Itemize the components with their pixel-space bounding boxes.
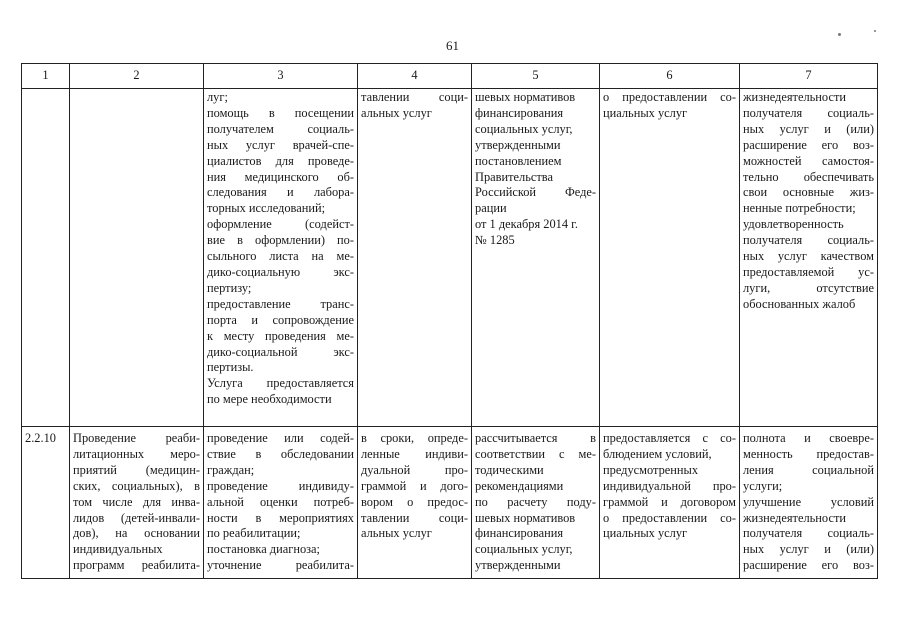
cell-text-line: услуги; [743,478,783,493]
cell-text-line: постановка диагноза; [207,542,320,557]
cell-text-line: финансирования [475,526,564,541]
cell-service-term [358,427,472,579]
cell-text-line: шевых нормативов [475,90,576,104]
cell-text-line: торных исследований; [207,201,326,216]
cell-text-line: проведение индивиду- [207,478,354,493]
cell-text-line: помощь в посещении [207,105,354,120]
cell-text-line: шевых нормативов [475,510,576,525]
cell-text-line: получателя социаль- [743,233,874,248]
cell-text-line: пертизу; [207,280,252,295]
cell-text-line: лидов (детей-инвали- [73,510,200,525]
cell-text-line: программ реабилита- [73,558,200,573]
cell-service-efficiency [740,427,878,579]
table-row [22,427,878,579]
cell-text-line: литационных меро- [73,446,200,461]
cell-text-line: к месту проведения ме- [207,328,354,343]
cell-text-line: свои основные жиз- [743,185,874,200]
cell-service-name [70,89,204,427]
cell-service-efficiency [740,89,878,427]
table-header-row [22,64,878,89]
cell-text-line: улучшение условий [743,494,874,509]
cell-text-line: граждан; [207,462,255,477]
cell-text-line: Российской Феде- [475,185,596,200]
cell-text-line: дуальной про- [361,462,468,477]
page-number: 61 [446,38,459,53]
cell-text-line: ления социальной [743,462,874,477]
cell-text-line: № 1285 [475,233,515,248]
cell-text-line: проведение или содей- [207,431,354,445]
cell-text-line: циальных услуг [603,105,688,120]
cell-text-line: в сроки, опреде- [361,431,468,445]
cell-text-line: уточнение реабилита- [207,558,354,573]
cell-text-line: о предоставлении со- [603,90,736,104]
cell-text-line: предоставление транс- [207,296,354,311]
cell-service-description [204,427,358,579]
cell-number [22,427,70,579]
column-header: 2 [70,64,204,89]
cell-text-line: ленные индиви- [361,446,468,461]
cell-text-line: тодическими [475,462,544,477]
cell-text-line: ненные потребности; [743,201,856,216]
column-header: 6 [600,64,740,89]
cell-text-line: рассчитывается в [475,431,596,445]
column-header: 3 [204,64,358,89]
cell-text-line: индивидуальной про- [603,478,736,493]
cell-text-line: вие в оформлении) по- [207,233,354,248]
cell-text-line: предусмотренных [603,462,699,477]
column-header: 1 [22,64,70,89]
cell-text-line: по реабилитации; [207,526,301,541]
cell-text-line: получателя социаль- [743,105,874,120]
cell-text-line: соответствии с ме- [475,446,596,461]
cell-text-line: Услуга предоставляется [207,376,354,391]
cell-text-line: рации [475,201,507,216]
cell-text-line: сыльного листа на ме- [207,249,354,264]
cell-text-line: расширение его воз- [743,558,874,573]
cell-text-line: альных услуг [361,105,432,120]
cell-text-line: жизнедеятельности [743,90,846,104]
cell-text-line: циалистов для проведе- [207,153,354,168]
cell-service-conditions [600,89,740,427]
cell-service-name [70,427,204,579]
column-header: 5 [472,64,600,89]
cell-text-line: рекомендациями [475,478,564,493]
cell-text-line: тавлении соци- [361,510,468,525]
cell-text-line: по мере необходимости [207,392,332,407]
scan-speck [838,33,841,36]
cell-text-line: альных услуг [361,526,432,541]
cell-text-line: следования и лабора- [207,185,354,200]
cell-text-line: ных услуг качеством [743,249,874,264]
cell-text-line: социальных услуг, [475,542,573,557]
cell-service-conditions [600,427,740,579]
cell-text-line: ских, социальных), в [73,478,200,493]
column-header: 4 [358,64,472,89]
cell-text-line: по расчету поду- [475,494,596,509]
cell-text-line: утвержденными [475,137,561,152]
cell-text-line: можностей самостоя- [743,153,874,168]
cell-service-cost [472,89,600,427]
cell-text-line: обоснованных жалоб [743,296,856,311]
cell-text-line: 2.2.10 [25,431,56,445]
cell-text-line: менность предостав- [743,446,874,461]
cell-text-line: блюдением условий, [603,446,712,461]
cell-text-line: альной оценки потреб- [207,494,354,509]
cell-text-line: постановлением [475,153,562,168]
cell-text-line: ных услуг и (или) [743,121,874,136]
cell-text-line: получателем социаль- [207,121,354,136]
cell-text-line: пертизы. [207,360,254,375]
cell-text-line: финансирования [475,105,564,120]
services-table [21,63,878,579]
cell-text-line: получателя социаль- [743,526,874,541]
cell-service-cost [472,427,600,579]
cell-text-line: ствие в обследовании [207,446,354,461]
cell-text-line: жизнедеятельности [743,510,846,525]
cell-service-description [204,89,358,427]
cell-text-line: ных услуг и (или) [743,542,874,557]
cell-text-line: приятий (медицин- [73,462,200,477]
cell-text-line: социальных услуг, [475,121,573,136]
scan-speck [874,30,876,32]
cell-text-line: порта и сопровождение [207,312,354,327]
cell-text-line: от 1 декабря 2014 г. [475,217,578,232]
table-row [22,89,878,427]
cell-text-line: том числе для инва- [73,494,200,509]
cell-number [22,89,70,427]
cell-text-line: расширение его воз- [743,137,874,152]
cell-text-line: луг; [207,90,228,104]
cell-text-line: Проведение реаби- [73,431,200,445]
cell-text-line: полнота и своевре- [743,431,874,445]
column-header: 7 [740,64,878,89]
cell-service-term [358,89,472,427]
cell-text-line: Правительства [475,169,553,184]
cell-text-line: граммой и договором [603,494,736,509]
cell-text-line: оформление (содейст- [207,217,354,232]
cell-text-line: предоставляется с со- [603,431,736,445]
cell-text-line: дико-социальной экс- [207,344,354,359]
cell-text-line: о предоставлении со- [603,510,736,525]
cell-text-line: ных услуг врачей-спе- [207,137,354,152]
cell-text-line: луги, отсутствие [743,280,874,295]
cell-text-line: ния медицинского об- [207,169,354,184]
cell-text-line: удовлетворенность [743,217,844,232]
cell-text-line: дов), на основании [73,526,200,541]
cell-text-line: циальных услуг [603,526,688,541]
cell-text-line: предоставляемой ус- [743,264,874,279]
cell-text-line: дико-социальную экс- [207,264,354,279]
cell-text-line: граммой и дого- [361,478,468,493]
cell-text-line: индивидуальных [73,542,163,557]
cell-text-line: утвержденными [475,558,561,573]
cell-text-line: тельно обеспечивать [743,169,874,184]
cell-text-line: вором о предос- [361,494,468,509]
cell-text-line: тавлении соци- [361,90,468,104]
cell-text-line: ности в мероприятиях [207,510,354,525]
